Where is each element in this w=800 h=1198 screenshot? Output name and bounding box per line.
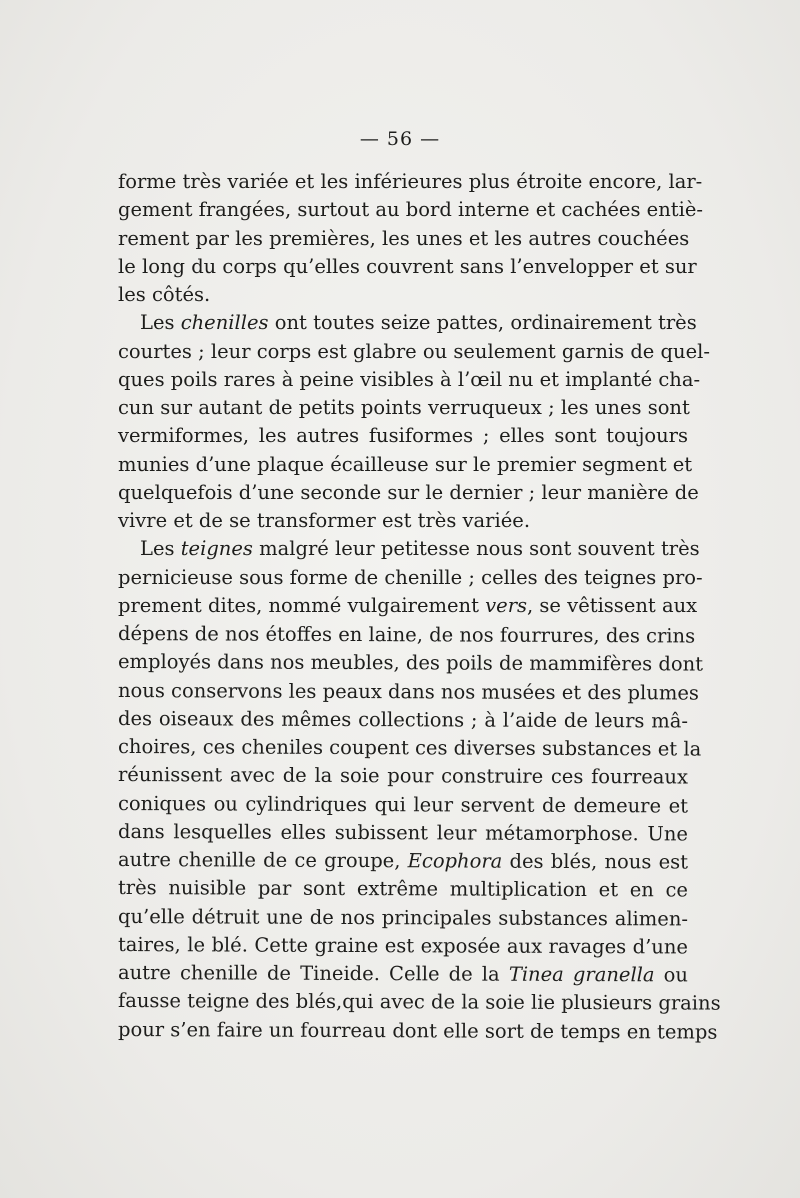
- paragraph-first-line: [118, 309, 697, 337]
- text-line: réunissent avec de la soie pour construire ces fourreaux: [117, 763, 689, 789]
- text-line: gement frangées, surtout au bord interne et cachées entiè-: [118, 198, 703, 222]
- italic-term: chenilles: [180, 311, 269, 335]
- text-line: courtes ; leur corps est glabre ou seulement garnis de quel-: [118, 339, 710, 363]
- italic-term: teignes: [180, 537, 253, 561]
- text-line: qu’elle détruit une de nos principales substances alimen-: [117, 904, 689, 930]
- italic-term: vers: [485, 593, 528, 617]
- text-line-mixed: [118, 846, 688, 877]
- italic-term: Ecophora: [407, 849, 503, 873]
- text-line: dans lesquelles elles subissent leur métamorphose. Une: [117, 819, 689, 846]
- text-line: le long du corps qu’elles couvrent sans l’envelopper et sur: [118, 254, 697, 278]
- text-line: pernicieuse sous forme de chenille ; celles des teignes pro-: [118, 565, 703, 589]
- text-line: coniques ou cylindriques qui leur servent de demeure et: [117, 791, 689, 817]
- text-run: autre chenille de Tineide. Celle de la: [117, 961, 509, 986]
- page-number: — 56 —: [359, 128, 441, 150]
- text-run: Les: [140, 537, 181, 561]
- text-line-mixed: [118, 959, 688, 990]
- text-line-mixed: [118, 592, 698, 620]
- text-line: quelquefois d’une seconde sur le dernier ; leur manière de: [118, 480, 699, 504]
- text-line: vermiformes, les autres fusiformes ; elles sont toujours: [118, 424, 688, 448]
- text-line: rement par les premières, les unes et les autres couchées: [118, 226, 690, 250]
- text-line: très nuisible par sont extrême multiplication et en ce: [117, 876, 689, 902]
- text-line: forme très variée et les inférieures plus étroite encore, lar-: [118, 170, 703, 193]
- text-run: , se vêtissent aux: [527, 593, 698, 617]
- text-line: les côtés.: [118, 283, 211, 306]
- text-line: choires, ces cheniles coupent ces diverses substances et la: [117, 735, 702, 761]
- text-run: ou: [654, 963, 689, 987]
- text-line: munies d’une plaque écailleuse sur le premier segment et: [118, 452, 693, 476]
- text-run: prement dites, nommé vulgairement: [118, 593, 486, 617]
- italic-term: Tinea granella: [508, 962, 655, 987]
- text-run: autre chenille de ce groupe,: [117, 848, 408, 873]
- text-line: employés dans nos meubles, des poils de mammifères dont: [117, 650, 704, 676]
- text-line: des oiseaux des mêmes collections ; à l’aide de leurs mâ-: [117, 706, 689, 733]
- text-line: pour s’en faire un fourreau dont elle sort de temps en temps: [117, 1017, 718, 1044]
- text-line: vivre et de se transformer est très variée.: [118, 509, 531, 532]
- text-line: cun sur autant de petits points verruqueux ; les unes sont: [118, 396, 690, 419]
- body-text: [117, 168, 721, 1044]
- text-line: nous conservons les peaux dans nos musées et des plumes: [117, 678, 699, 705]
- text-line: fausse teigne des blés,qui avec de la soie lie plusieurs grains: [117, 989, 721, 1015]
- text-run: ont toutes seize pattes, ordinairement très: [268, 311, 697, 335]
- paragraph-first-line: [118, 535, 700, 563]
- text-run: des blés, nous est: [502, 849, 689, 874]
- text-line: taires, le blé. Cette graine est exposée aux ravages d’une: [117, 932, 689, 959]
- text-line: dépens de nos étoffes en laine, de nos fourrures, des crins: [117, 622, 696, 648]
- text-line: ques poils rares à peine visibles à l’œil nu et implanté cha-: [118, 367, 701, 391]
- text-run: Les: [140, 311, 181, 335]
- text-run: malgré leur petitesse nous sont souvent très: [252, 537, 700, 561]
